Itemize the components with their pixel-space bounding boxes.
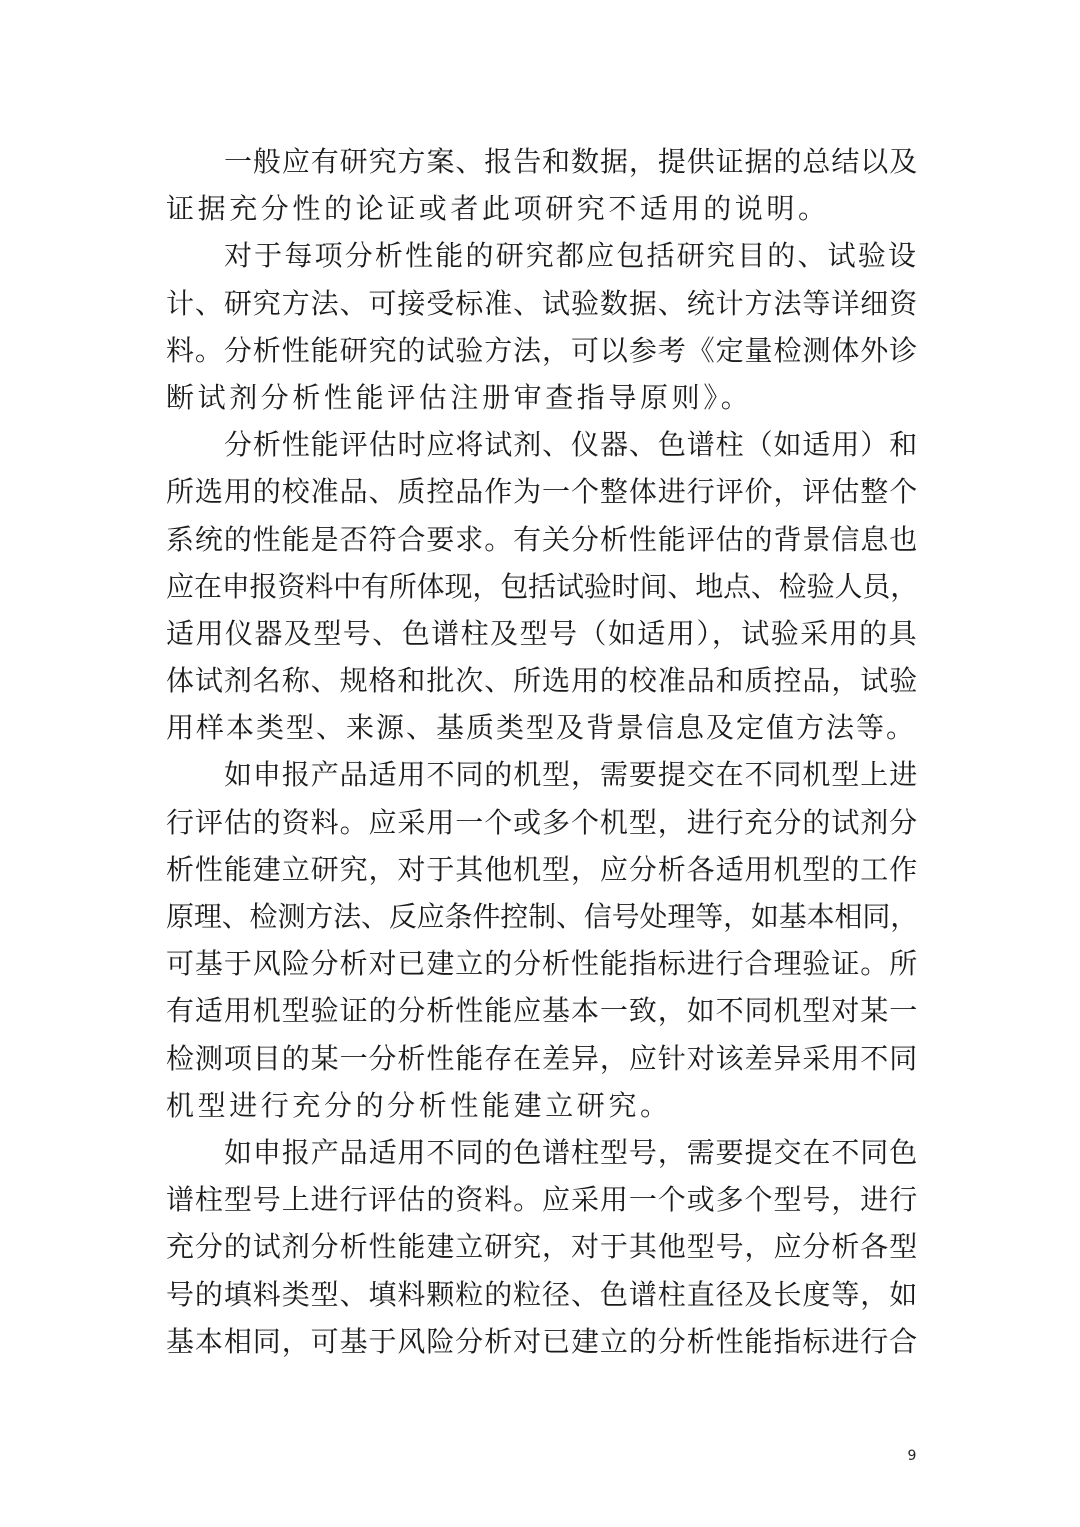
text-line: 系统的性能是否符合要求。有关分析性能评估的背景信息也 (166, 522, 918, 556)
text-line: 行评估的资料。应采用一个或多个机型，进行充分的试剂分 (166, 805, 918, 839)
text-line: 一般应有研究方案、报告和数据，提供证据的总结以及 (224, 145, 918, 178)
text-line: 计、研究方法、可接受标准、试验数据、统计方法等详细资 (166, 286, 918, 320)
text-line: 如申报产品适用不同的机型，需要提交在不同机型上进 (224, 758, 918, 792)
text-line: 有适用机型验证的分析性能应基本一致，如不同机型对某一 (166, 994, 918, 1028)
paragraph-2 (166, 232, 918, 421)
text-line: 体试剂名称、规格和批次、所选用的校准品和质控品，试验 (166, 664, 918, 698)
paragraph-5 (166, 1129, 918, 1365)
text-line: 析性能建立研究，对于其他机型，应分析各适用机型的工作 (166, 852, 918, 886)
text-line: 用样本类型、来源、基质类型及背景信息及定值方法等。 (166, 711, 917, 745)
paragraph-4 (166, 751, 918, 1129)
text-line: 应在申报资料中有所体现，包括试验时间、地点、检验人员， (166, 569, 918, 603)
text-line: 原理、检测方法、反应条件控制、信号处理等，如基本相同， (166, 900, 918, 933)
text-line: 检测项目的某一分析性能存在差异，应针对该差异采用不同 (166, 1041, 918, 1075)
text-line: 谱柱型号上进行评估的资料。应采用一个或多个型号，进行 (166, 1183, 918, 1217)
paragraph-1 (166, 138, 918, 232)
text-line: 所选用的校准品、质控品作为一个整体进行评价，评估整个 (166, 475, 918, 509)
text-line: 机型进行充分的分析性能建立研究。 (166, 1088, 672, 1122)
text-line: 断试剂分析性能评估注册审查指导原则》。 (166, 380, 753, 414)
text-line: 可基于风险分析对已建立的分析性能指标进行合理验证。所 (166, 947, 918, 981)
text-line: 适用仪器及型号、色谱柱及型号（如适用），试验采用的具 (166, 616, 918, 650)
text-line: 如申报产品适用不同的色谱柱型号，需要提交在不同色 (224, 1135, 918, 1169)
text-line: 料。分析性能研究的试验方法，可以参考《定量检测体外诊 (166, 333, 918, 367)
text-line: 对于每项分析性能的研究都应包括研究目的、试验设 (224, 239, 918, 273)
text-line: 号的填料类型、填料颗粒的粒径、色谱柱直径及长度等，如 (166, 1277, 918, 1311)
text-line: 基本相同，可基于风险分析对已建立的分析性能指标进行合 (166, 1324, 918, 1358)
text-line: 充分的试剂分析性能建立研究，对于其他型号，应分析各型 (166, 1230, 918, 1264)
paragraph-3 (166, 421, 918, 751)
text-line: 证据充分性的论证或者此项研究不适用的说明。 (166, 192, 830, 226)
page-number: 9 (907, 1448, 917, 1464)
text-line: 分析性能评估时应将试剂、仪器、色谱柱（如适用）和 (224, 428, 918, 462)
document-body (166, 138, 918, 1365)
